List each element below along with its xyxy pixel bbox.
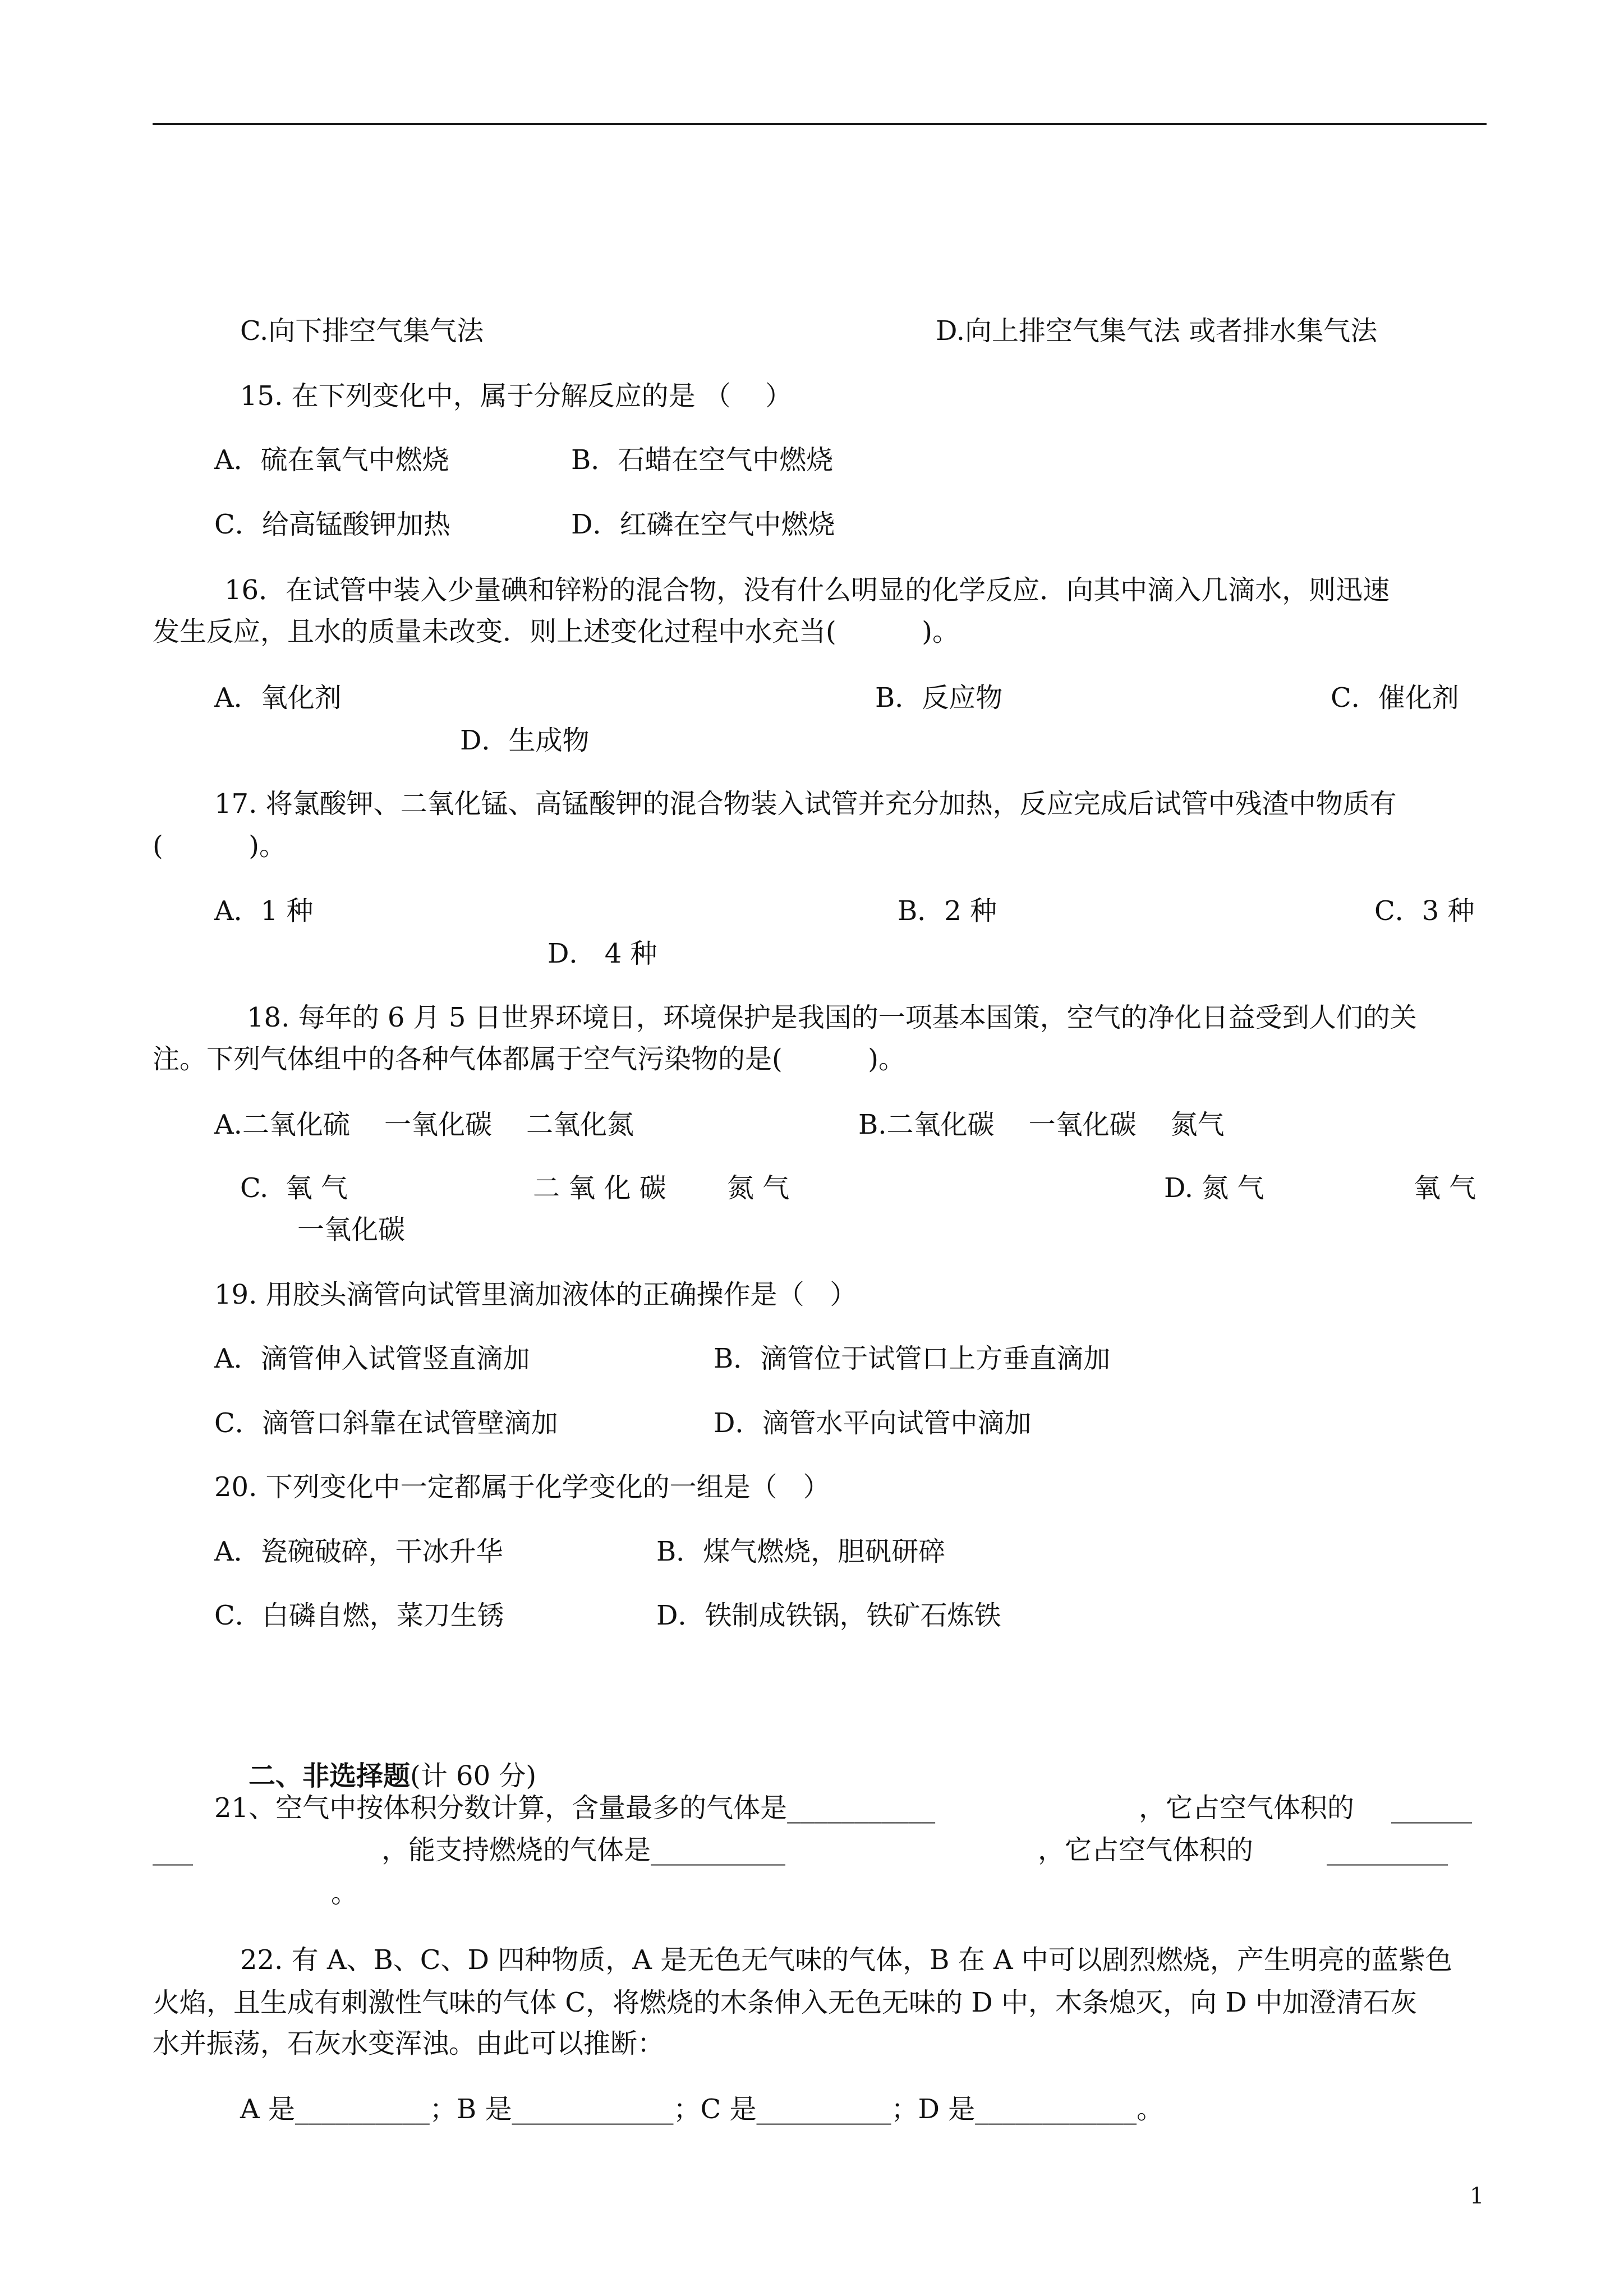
blank-21-1a: ______ [1391, 1792, 1472, 1824]
question-18-line1: 18. 每年的 6 月 5 日世界环境日，环境保护是我国的一项基本国策，空气的净化日益受到人们的关 [247, 1002, 1417, 1033]
question-21-part4: ，它占空气体积的 [1038, 1834, 1254, 1866]
option-20-a: A．瓷碗破碎，干冰升华 [214, 1536, 503, 1567]
section-title-text: 二、非选择题 [249, 1760, 411, 1792]
option-19-b: B．滴管位于试管口上方垂直滴加 [714, 1343, 1111, 1374]
question-18-line2: 注。下列气体组中的各种气体都属于空气污染物的是( )。 [153, 1043, 906, 1075]
option-20-d: D．铁制成铁锅，铁矿石炼铁 [656, 1600, 1001, 1631]
option-18-d-item2: 氧 气 [1414, 1172, 1476, 1204]
question-16-line1: 16．在试管中装入少量碘和锌粉的混合物，没有什么明显的化学反应．向其中滴入几滴水，则迅速 [224, 574, 1390, 606]
option-20-b: B．煤气燃烧，胆矾研碎 [656, 1536, 946, 1567]
option-16-d: D．生成物 [460, 725, 590, 756]
question-17-line1: 17. 将氯酸钾、二氧化锰、高锰酸钾的混合物装入试管并充分加热，反应完成后试管中残渣中物质有 [214, 788, 1397, 820]
question-22-line2: 火焰，且生成有刺激性气味的气体 C，将燃烧的木条伸入无色无味的 D 中，木条熄灭，向 D 中加澄清石灰 [153, 1987, 1417, 2018]
option-15-d: D．红磷在空气中燃烧 [571, 509, 835, 540]
option-14-d: D.向上排空气集气法 或者排水集气法 [936, 315, 1378, 347]
option-15-c: C．给高锰酸钾加热 [214, 509, 450, 540]
question-22-line3: 水并振荡，石灰水变浑浊。由此可以推断： [153, 2028, 665, 2059]
question-22-answers: A 是__________；B 是____________；C 是__________；D 是____________。 [240, 2093, 1164, 2125]
option-16-c: C．催化剂 [1331, 682, 1459, 714]
option-16-a: A．氧化剂 [214, 682, 342, 714]
question-21-part1: 21、空气中按体积分数计算，含量最多的气体是___________ [214, 1792, 936, 1824]
option-17-c: C．3 种 [1374, 895, 1475, 927]
header-rule [153, 123, 1487, 125]
option-18-c-item3: 氮 气 [727, 1172, 790, 1204]
question-22-line1: 22. 有 A、B、C、D 四种物质，A 是无色无气味的气体，B 在 A 中可以剧烈燃烧，产生明亮的蓝紫色 [240, 1944, 1452, 1976]
question-15: 15. 在下列变化中，属于分解反应的是 （ ） [240, 380, 792, 412]
option-18-a: A.二氧化硫 一氧化碳 二氧化氮 [214, 1109, 634, 1140]
option-17-d: D． 4 种 [548, 938, 657, 969]
option-17-a: A．1 种 [214, 895, 314, 927]
option-18-d-item3: 一氧化碳 [297, 1214, 406, 1245]
option-19-d: D．滴管水平向试管中滴加 [714, 1407, 1032, 1439]
question-20: 20. 下列变化中一定都属于化学变化的一组是（ ） [214, 1471, 830, 1503]
section-score: (计 60 分) [410, 1760, 537, 1792]
option-16-b: B．反应物 [875, 682, 1003, 714]
option-15-b: B．石蜡在空气中燃烧 [571, 444, 834, 476]
option-19-a: A．滴管伸入试管竖直滴加 [214, 1343, 530, 1374]
question-21-part3: ，能支持燃烧的气体是__________ [381, 1834, 786, 1866]
option-20-c: C．白磷自燃，菜刀生锈 [214, 1600, 504, 1631]
question-16-line2: 发生反应，且水的质量未改变．则上述变化过程中水充当( )。 [153, 616, 960, 647]
option-19-c: C．滴管口斜靠在试管壁滴加 [214, 1407, 558, 1439]
question-19: 19. 用胶头滴管向试管里滴加液体的正确操作是（ ） [214, 1279, 857, 1310]
option-15-a: A．硫在氧气中燃烧 [214, 444, 449, 476]
option-17-b: B．2 种 [898, 895, 997, 927]
option-18-b: B.二氧化碳 一氧化碳 氮气 [858, 1109, 1225, 1140]
option-14-c: C.向下排空气集气法 [240, 315, 484, 347]
blank-21-2: _________ [1327, 1834, 1448, 1866]
page-number: 1 [1470, 2183, 1484, 2209]
blank-21-1b: ___ [153, 1834, 193, 1866]
option-18-c-item2: 二 氧 化 碳 [533, 1172, 666, 1204]
option-18-d-label: D. 氮 气 [1164, 1172, 1264, 1204]
question-17-line2: ( )。 [153, 830, 287, 862]
option-18-c-label: C. 氧 气 [240, 1172, 348, 1204]
question-21-part2: ，它占空气体积的 [1139, 1792, 1355, 1824]
question-21-end: 。 [331, 1878, 358, 1909]
